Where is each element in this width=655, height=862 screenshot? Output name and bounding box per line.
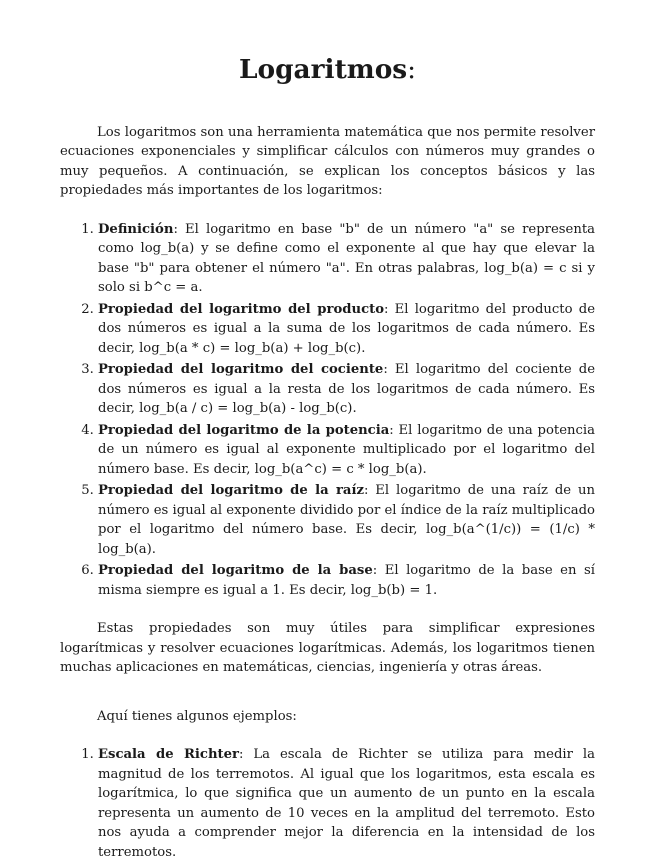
examples-intro: Aquí tienes algunos ejemplos: xyxy=(97,708,297,724)
list-item-term: Propiedad del logaritmo de la raíz xyxy=(98,483,364,498)
list-item xyxy=(98,481,595,559)
closing-paragraph: Estas propiedades son muy útiles para simplificar expresiones logarítmicas y resolver ecuaciones logarítmicas. Además, los logaritmos tienen muchas aplicaciones en matemáticas, ciencias, ingeniería y otras áreas. xyxy=(60,621,595,675)
list-item-text: : El logaritmo de una potencia de un número es igual al exponente multiplicado por el logaritmo del número base. Es decir, log_b(a^c) = c * log_b(a). xyxy=(98,422,595,477)
list-item-text: : El logaritmo del cociente de dos números es igual a la resta de los logaritmos de cada número. Es decir, log_b(a / c) = log_b(a) - log_b(c). xyxy=(98,362,595,416)
list-item xyxy=(98,421,595,480)
list-item-term: Propiedad del logaritmo del producto xyxy=(98,301,384,317)
list-item xyxy=(98,300,595,359)
list-item xyxy=(98,745,595,862)
title-colon: : xyxy=(407,54,417,85)
list-item-term: Escala de Richter xyxy=(98,747,239,762)
title-text: Logaritmos xyxy=(238,54,408,85)
page-title xyxy=(60,54,595,85)
list-item-term: Propiedad del logaritmo de la potencia xyxy=(98,422,390,438)
list-item xyxy=(98,561,595,600)
list-item-term: Propiedad del logaritmo del cociente xyxy=(98,362,384,377)
list-item xyxy=(98,360,595,419)
list-item-text: : El logaritmo de la base en sí misma siempre es igual a 1. Es decir, log_b(b) = 1. xyxy=(98,563,596,598)
list-item-text: : El logaritmo en base "b" de un número "a" se representa como log_b(a) y se define como el exponente al que hay que elevar la base "b" para obtener el número "a". En otras palabras, log_b(a) = c si y solo si b^c = a. xyxy=(98,221,595,295)
examples-list xyxy=(60,745,595,862)
list-item-term: Propiedad del logaritmo de la base xyxy=(98,563,373,578)
properties-list xyxy=(60,220,595,601)
list-item-term: Definición xyxy=(98,221,174,237)
list-item xyxy=(98,220,595,298)
list-item-text: : El logaritmo del producto de dos números es igual a la suma de los logaritmos de cada número. Es decir, log_b(a * c) = log_b(a) + log_b(c). xyxy=(98,301,595,356)
list-item-text: : La escala de Richter se utiliza para medir la magnitud de los terremotos. Al igual que los logaritmos, esta escala es logarítmica, lo que significa que un aumento de un punto en la escala representa un aumento de 10 veces en la amplitud del terremoto. Esto nos ayuda a comprender mejor la diferencia en la intensidad de los terremotos. xyxy=(98,747,595,860)
intro-paragraph: Los logaritmos son una herramienta matemática que nos permite resolver ecuaciones exponenciales y simplificar cálculos con números muy grandes o muy pequeños. A continuación, se explican los conceptos básicos y las propiedades más importantes de los logaritmos: xyxy=(60,124,595,198)
list-item-text: : El logaritmo de una raíz de un número es igual al exponente dividido por el índice de la raíz multiplicado por el logaritmo del número base. Es decir, log_b(a^(1/c)) = (1/c) * log_b(a). xyxy=(98,483,595,557)
